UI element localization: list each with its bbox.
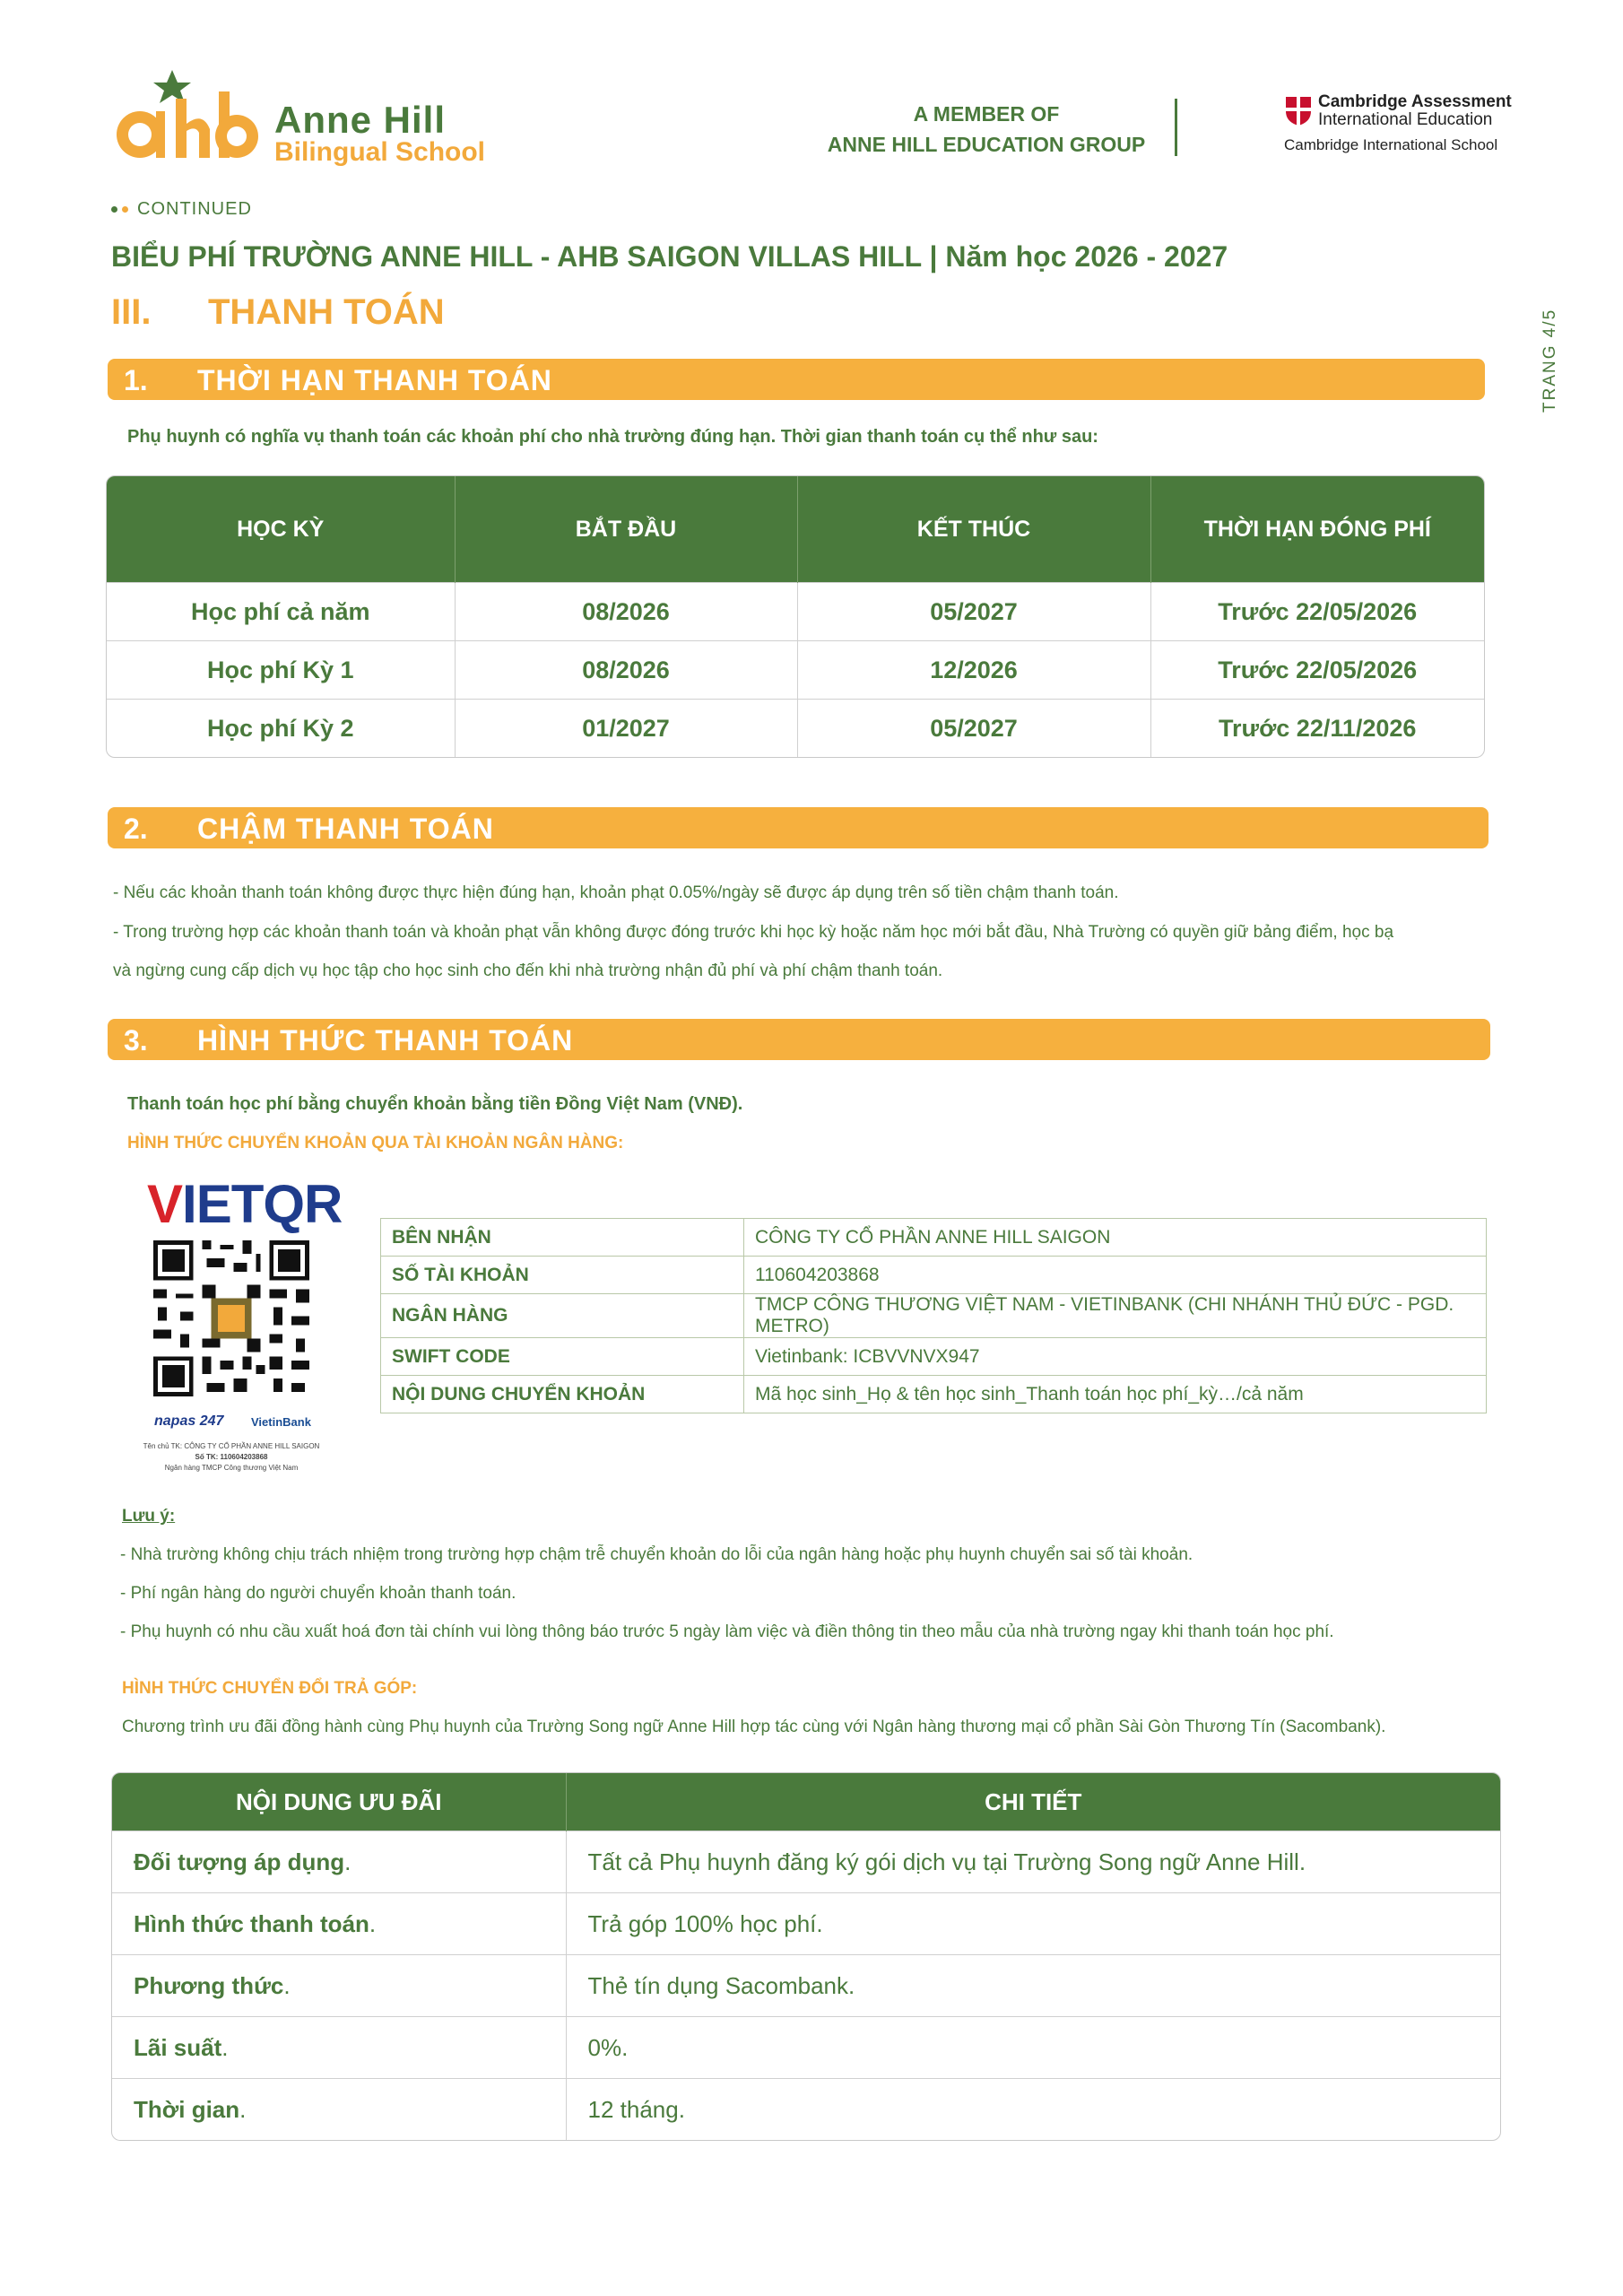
note-title: Lưu ý: bbox=[122, 1507, 176, 1526]
napas-logo: napas 247 bbox=[154, 1413, 224, 1429]
vietqr-logo-text: IETQR bbox=[182, 1174, 343, 1234]
note-line: - Phí ngân hàng do người chuyển khoản thanh toán. bbox=[120, 1584, 516, 1603]
part1-number: 1. bbox=[124, 364, 148, 396]
bank-label: NGÂN HÀNG bbox=[381, 1294, 744, 1338]
bank-details-table bbox=[380, 1218, 1487, 1413]
continued-text: CONTINUED bbox=[137, 199, 252, 219]
logo-subtitle: Bilingual School bbox=[274, 137, 486, 167]
offer-value: Trả góp 100% học phí. bbox=[566, 1893, 1500, 1955]
table-cell: 08/2026 bbox=[455, 641, 797, 700]
note-line: - Phụ huynh có nhu cầu xuất hoá đơn tài chính vui lòng thông báo trước 5 ngày làm việc và điền thông tin theo mẫu của nhà trường ngay khi thanh toán học phí. bbox=[120, 1622, 1334, 1641]
table-cell: 05/2027 bbox=[797, 583, 1150, 641]
qr-bank-name: Ngân hàng TMCP Công thương Việt Nam bbox=[164, 1464, 299, 1472]
column-header: NỘI DUNG ƯU ĐÃI bbox=[112, 1773, 566, 1831]
offer-label: Lãi suất. bbox=[112, 2017, 566, 2079]
bullet-dot-icon bbox=[122, 206, 128, 213]
section-title: THANH TOÁN bbox=[208, 292, 445, 332]
table-row bbox=[381, 1338, 1486, 1376]
part1-header-bar bbox=[108, 359, 1485, 400]
qr-account-number: Số TK: 110604203868 bbox=[195, 1453, 268, 1461]
late-payment-line: và ngừng cung cấp dịch vụ học tập cho học sinh cho đến khi nhà trường nhận đủ phí và phí chậm thanh toán. bbox=[113, 961, 943, 980]
table-row bbox=[112, 2017, 1500, 2079]
table-header-row bbox=[112, 1773, 1500, 1831]
vietqr-logo-v: V bbox=[147, 1174, 183, 1234]
table-row bbox=[107, 583, 1484, 641]
offer-label-text: Hình thức thanh toán bbox=[134, 1909, 369, 1937]
column-header: BẮT ĐẦU bbox=[455, 476, 797, 583]
table-row bbox=[112, 2079, 1500, 2141]
table-row bbox=[112, 1831, 1500, 1893]
cambridge-line-3: Cambridge International School bbox=[1284, 136, 1498, 153]
document-title: BIỂU PHÍ TRƯỜNG ANNE HILL - AHB SAIGON VILLAS HILL | Năm học 2026 - 2027 bbox=[111, 240, 1228, 273]
table-row bbox=[381, 1376, 1486, 1413]
column-header: THỜI HẠN ĐÓNG PHÍ bbox=[1150, 476, 1484, 583]
offer-label-text: Đối tượng áp dụng bbox=[134, 1848, 345, 1875]
offer-value: 0%. bbox=[566, 2017, 1500, 2079]
part1-title: THỜI HẠN THANH TOÁN bbox=[197, 364, 552, 396]
bank-label: SWIFT CODE bbox=[381, 1338, 744, 1376]
table-row bbox=[107, 641, 1484, 700]
qr-account-name: Tên chủ TK: CÔNG TY CỔ PHẦN ANNE HILL SAIGON bbox=[143, 1442, 320, 1450]
table-row bbox=[112, 1955, 1500, 2017]
offer-label: Đối tượng áp dụng. bbox=[112, 1831, 566, 1893]
continued-label bbox=[111, 199, 252, 220]
offer-value: 12 tháng. bbox=[566, 2079, 1500, 2141]
table-cell: Trước 22/11/2026 bbox=[1150, 700, 1484, 758]
table-cell: 01/2027 bbox=[455, 700, 797, 758]
member-line-1: A MEMBER OF bbox=[913, 102, 1060, 126]
table-row bbox=[112, 1893, 1500, 1955]
offer-label: Thời gian. bbox=[112, 2079, 566, 2141]
payment-schedule-table bbox=[106, 475, 1485, 758]
bank-label: BÊN NHẬN bbox=[381, 1219, 744, 1257]
bank-value: CÔNG TY CỔ PHẦN ANNE HILL SAIGON bbox=[744, 1219, 1487, 1257]
bank-value: 110604203868 bbox=[744, 1257, 1487, 1294]
part3-title: HÌNH THỨC THANH TOÁN bbox=[197, 1024, 574, 1057]
offer-label: Hình thức thanh toán. bbox=[112, 1893, 566, 1955]
page-number-label: TRANG 4/5 bbox=[1541, 308, 1559, 413]
table-row bbox=[381, 1294, 1486, 1338]
part2-number: 2. bbox=[124, 813, 148, 845]
table-row bbox=[381, 1257, 1486, 1294]
table-cell: 08/2026 bbox=[455, 583, 797, 641]
cambridge-shield-icon bbox=[1284, 95, 1313, 127]
member-line-2: ANNE HILL EDUCATION GROUP bbox=[827, 133, 1146, 156]
table-cell: Trước 22/05/2026 bbox=[1150, 641, 1484, 700]
installment-intro: Chương trình ưu đãi đồng hành cùng Phụ huynh của Trường Song ngữ Anne Hill hợp tác cùng với Ngân hàng thương mại cổ phần Sài Gòn Thương Tín (Sacombank). bbox=[122, 1718, 1386, 1736]
bank-value: Mã học sinh_Họ & tên học sinh_Thanh toán học phí_kỳ…/cả năm bbox=[755, 1383, 1304, 1405]
installment-heading: HÌNH THỨC CHUYỂN ĐỔI TRẢ GÓP: bbox=[122, 1679, 418, 1698]
bank-label: SỐ TÀI KHOẢN bbox=[381, 1257, 744, 1294]
vietinbank-logo: VietinBank bbox=[251, 1415, 311, 1429]
table-cell: 12/2026 bbox=[797, 641, 1150, 700]
qr-code-icon bbox=[149, 1236, 314, 1401]
bullet-dot-icon bbox=[111, 206, 117, 213]
bank-value: Vietinbank: ICBVVNVX947 bbox=[744, 1338, 1487, 1376]
bank-label: NỘI DUNG CHUYỂN KHOẢN bbox=[381, 1376, 744, 1413]
cambridge-line-1: Cambridge Assessment bbox=[1318, 92, 1512, 111]
column-header: KẾT THÚC bbox=[797, 476, 1150, 583]
section-number: III. bbox=[111, 292, 152, 332]
offer-label: Phương thức. bbox=[112, 1955, 566, 2017]
header-divider bbox=[1175, 99, 1177, 156]
table-row bbox=[381, 1219, 1486, 1257]
table-header-row bbox=[107, 476, 1484, 583]
late-payment-line: - Trong trường hợp các khoản thanh toán và khoản phạt vẫn không được đóng trước khi học kỳ hoặc năm học mới bắt đầu, Nhà Trường có quyền giữ bảng điểm, học bạ bbox=[113, 923, 1394, 942]
bank-value: TMCP CÔNG THƯƠNG VIỆT NAM - VIETINBANK (CHI NHÁNH THỦ ĐỨC - PGD. METRO) bbox=[744, 1294, 1487, 1338]
column-header: CHI TIẾT bbox=[566, 1773, 1500, 1831]
late-payment-line: - Nếu các khoản thanh toán không được thực hiện đúng hạn, khoản phạt 0.05%/ngày sẽ được áp dụng trên số tiền chậm thanh toán. bbox=[113, 883, 1119, 902]
table-cell: Học phí Kỳ 1 bbox=[107, 641, 455, 700]
table-row bbox=[107, 700, 1484, 758]
table-cell: Học phí cả năm bbox=[107, 583, 455, 641]
offer-label-text: Phương thức bbox=[134, 1971, 284, 1999]
part2-header-bar bbox=[108, 807, 1488, 848]
school-logo-icon bbox=[109, 65, 260, 165]
part2-title: CHẬM THANH TOÁN bbox=[197, 813, 494, 845]
vietqr-logo bbox=[147, 1173, 342, 1235]
column-header: HỌC KỲ bbox=[107, 476, 455, 583]
offer-value: Thẻ tín dụng Sacombank. bbox=[566, 1955, 1500, 2017]
part3-header-bar bbox=[108, 1019, 1490, 1060]
part3-intro: Thanh toán học phí bằng chuyển khoản bằng tiền Đồng Việt Nam (VNĐ). bbox=[127, 1094, 743, 1114]
installment-table bbox=[111, 1772, 1501, 2141]
member-of-group bbox=[789, 99, 1184, 160]
bank-transfer-heading: HÌNH THỨC CHUYỂN KHOẢN QUA TÀI KHOẢN NGÂN HÀNG: bbox=[127, 1134, 624, 1152]
table-cell: 05/2027 bbox=[797, 700, 1150, 758]
part1-intro: Phụ huynh có nghĩa vụ thanh toán các khoản phí cho nhà trường đúng hạn. Thời gian thanh toán cụ thể như sau: bbox=[127, 427, 1098, 447]
cambridge-line-2: International Education bbox=[1318, 110, 1493, 129]
logo-name: Anne Hill bbox=[274, 99, 447, 141]
note-line: - Nhà trường không chịu trách nhiệm trong trường hợp chậm trễ chuyển khoản do lỗi của ngân hàng hoặc phụ huynh chuyển sai số tài khoản. bbox=[120, 1545, 1193, 1564]
table-cell: Học phí Kỳ 2 bbox=[107, 700, 455, 758]
offer-label-text: Lãi suất bbox=[134, 2033, 222, 2061]
part3-number: 3. bbox=[124, 1024, 148, 1057]
offer-value: Tất cả Phụ huynh đăng ký gói dịch vụ tại Trường Song ngữ Anne Hill. bbox=[566, 1831, 1500, 1893]
offer-label-text: Thời gian bbox=[134, 2095, 240, 2123]
table-cell: Trước 22/05/2026 bbox=[1150, 583, 1484, 641]
